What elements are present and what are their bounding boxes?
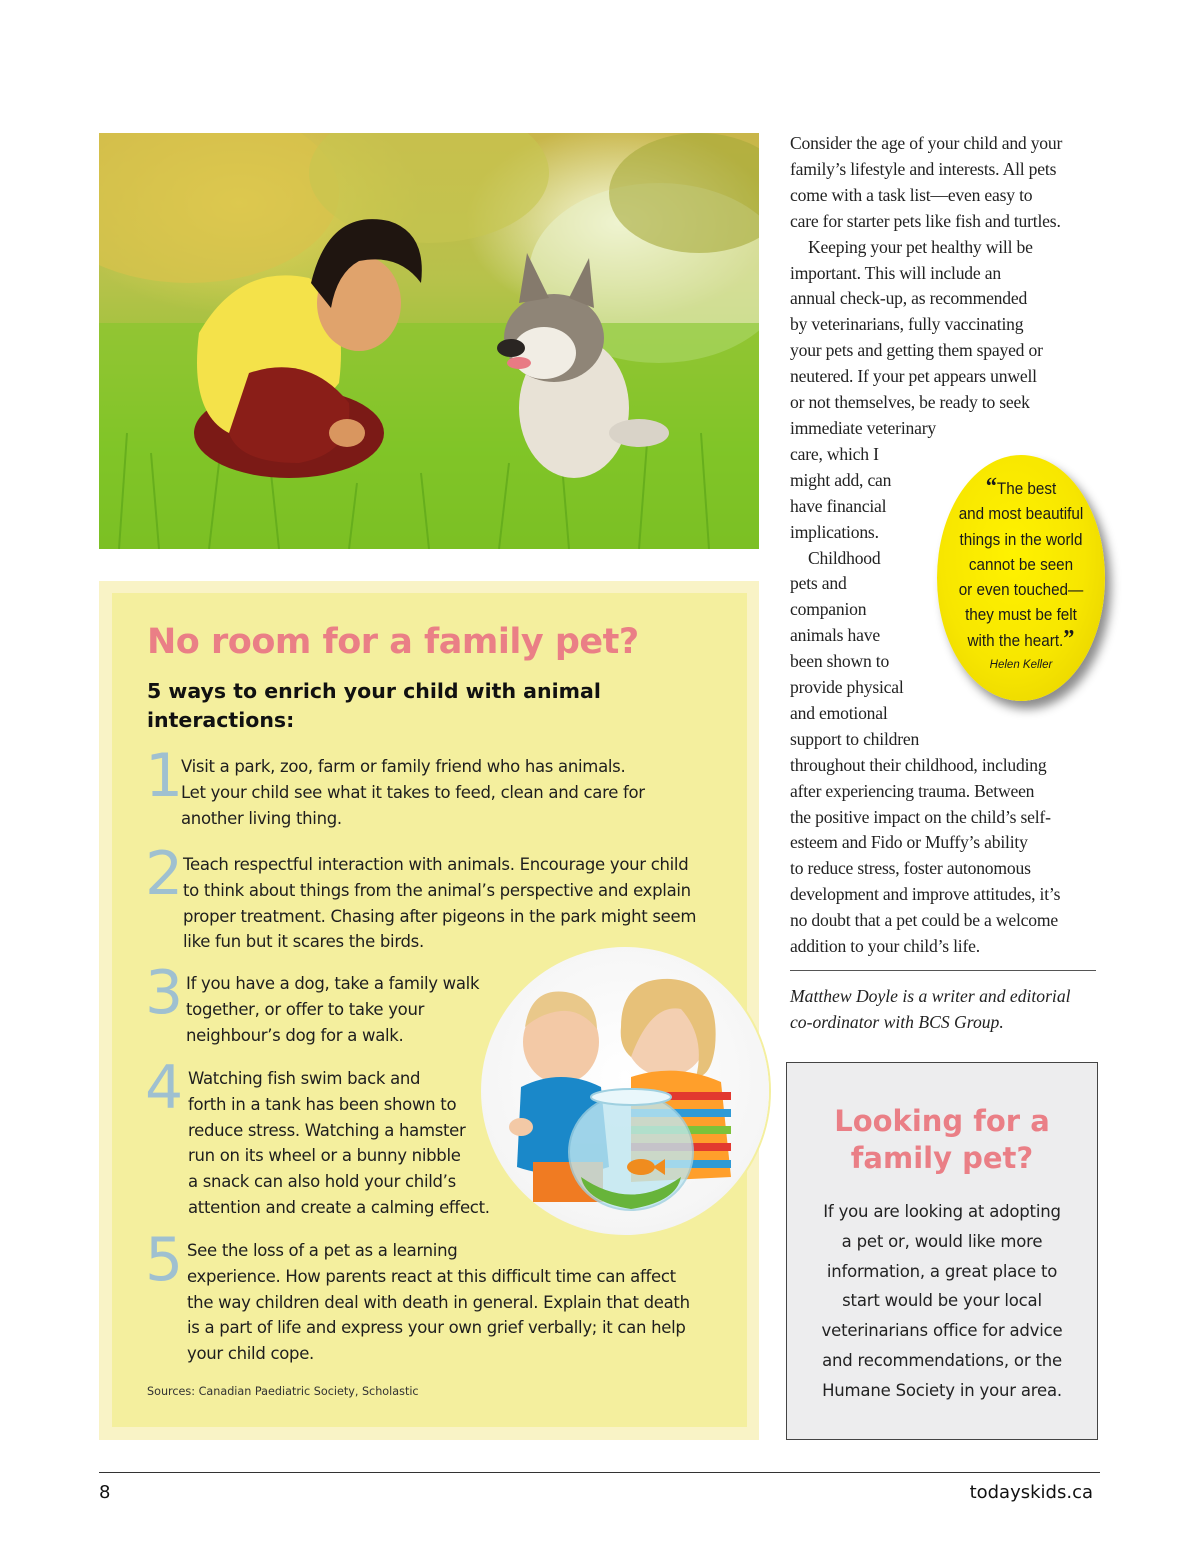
looking-box-line: start would be your local bbox=[842, 1291, 1042, 1311]
article-line: support to children bbox=[790, 728, 920, 749]
tip-number: 4 bbox=[145, 1053, 184, 1123]
article-line: Childhood bbox=[808, 547, 881, 568]
tip-line: Watching fish swim back and bbox=[188, 1069, 421, 1088]
looking-box-title bbox=[787, 1103, 1097, 1177]
article-line: have financial bbox=[790, 495, 887, 516]
pull-quote-line: things in the world bbox=[959, 530, 1083, 549]
tip-line: attention and create a calming effect. bbox=[188, 1197, 490, 1217]
article-line: annual check-up, as recommended bbox=[790, 288, 1028, 309]
article-line: companion bbox=[790, 599, 867, 620]
article-line: Consider the age of your child and your bbox=[790, 133, 1063, 153]
tip-line: neighbour’s dog for a walk. bbox=[186, 1025, 404, 1045]
pull-quote-line: or even touched— bbox=[958, 581, 1084, 600]
tip-line: reduce stress. Watching a hamster bbox=[188, 1120, 466, 1140]
tip-line: See the loss of a pet as a learning bbox=[187, 1241, 458, 1260]
article-line: come with a task list—even easy to bbox=[790, 184, 1033, 205]
tip-line: to think about things from the animal’s perspective and explain bbox=[183, 880, 691, 900]
looking-for-pet-box bbox=[786, 1062, 1098, 1440]
looking-box-line: and recommendations, or the bbox=[822, 1350, 1062, 1370]
article-line: development and improve attitudes, it’s bbox=[790, 884, 1061, 905]
article-line: addition to your child’s life. bbox=[790, 936, 980, 957]
pull-quote-line bbox=[948, 625, 1093, 654]
article-line: care, which I bbox=[790, 443, 879, 464]
tip-number: 1 bbox=[145, 741, 184, 811]
pull-quote-line-text: The best bbox=[996, 480, 1057, 498]
looking-box-title-line: family pet? bbox=[850, 1141, 1034, 1175]
article-line: or not themselves, be ready to seek bbox=[790, 392, 1030, 413]
article-line: no doubt that a pet could be a welcome bbox=[790, 910, 1058, 931]
looking-box-line: Humane Society in your area. bbox=[822, 1380, 1062, 1400]
tip-text bbox=[187, 1238, 690, 1367]
page-number: 8 bbox=[99, 1482, 111, 1503]
looking-box-line: a pet or, would like more bbox=[841, 1231, 1043, 1251]
article-line: implications. bbox=[790, 521, 879, 542]
tip-line: forth in a tank has been shown to bbox=[188, 1094, 457, 1114]
tip-line: run on its wheel or a bunny nibble bbox=[188, 1146, 461, 1166]
tip-line: Visit a park, zoo, farm or family friend who has animals. bbox=[181, 757, 626, 776]
article-line: throughout their childhood, including bbox=[790, 754, 1047, 775]
article-line: might add, can bbox=[790, 469, 892, 490]
byline-line: co-ordinator with BCS Group. bbox=[790, 1012, 1004, 1032]
article-line: by veterinarians, fully vaccinating bbox=[790, 314, 1024, 335]
tip-line: Teach respectful interaction with animals. Encourage your child bbox=[183, 855, 689, 874]
author-byline bbox=[790, 983, 1100, 1035]
article-line: esteem and Fido or Muffy’s ability bbox=[790, 832, 1028, 853]
tip-number: 5 bbox=[145, 1225, 184, 1295]
sidebar-subtitle: 5 ways to enrich your child with animal interactions: bbox=[147, 679, 601, 732]
tip-line: together, or offer to take your bbox=[186, 999, 425, 1019]
pull-quote-line: they must be felt bbox=[965, 606, 1077, 625]
open-quote-mark: “ bbox=[985, 474, 997, 500]
byline-divider bbox=[790, 970, 1096, 971]
tip-line: proper treatment. Chasing after pigeons in the park might seem bbox=[183, 906, 697, 926]
article-line: Keeping your pet healthy will be bbox=[808, 236, 1033, 257]
looking-box-title-line: Looking for a bbox=[834, 1104, 1050, 1138]
pull-quote-bubble bbox=[937, 455, 1105, 701]
article-line: immediate veterinary bbox=[790, 417, 936, 438]
looking-box-line: veterinarians office for advice bbox=[821, 1321, 1063, 1341]
tip-line: If you have a dog, take a family walk bbox=[186, 974, 480, 993]
sources-note: Sources: Canadian Paediatric Society, Scholastic bbox=[147, 1385, 419, 1398]
looking-box-line: If you are looking at adopting bbox=[823, 1202, 1061, 1221]
tip-text bbox=[183, 852, 696, 955]
tip-line: is a part of life and express your own grief verbally; it can help bbox=[187, 1318, 686, 1338]
article-line: neutered. If your pet appears unwell bbox=[790, 366, 1037, 387]
article-line: been shown to bbox=[790, 651, 890, 672]
article-line: the positive impact on the child’s self- bbox=[790, 806, 1051, 827]
article-line: pets and bbox=[790, 573, 847, 594]
byline-line: Matthew Doyle is a writer and editorial bbox=[790, 986, 1071, 1006]
article-line: your pets and getting them spayed or bbox=[790, 340, 1043, 361]
tip-text bbox=[186, 971, 479, 1048]
tip-line: experience. How parents react at this difficult time can affect bbox=[187, 1266, 676, 1286]
article-line: after experiencing trauma. Between bbox=[790, 780, 1035, 801]
pull-quote-line bbox=[948, 474, 1093, 502]
tip-line: your child cope. bbox=[187, 1344, 314, 1364]
article-line: to reduce stress, foster autonomous bbox=[790, 858, 1031, 879]
tip-line: like fun but it scares the birds. bbox=[183, 932, 424, 952]
looking-box-body bbox=[787, 1197, 1097, 1406]
boy-and-puppy-illustration bbox=[99, 133, 759, 549]
article-line: and emotional bbox=[790, 702, 888, 723]
article-line: animals have bbox=[790, 625, 880, 646]
toddlers-fishbowl-illustration bbox=[481, 947, 769, 1235]
tip-line: the way children deal with death in general. Explain that death bbox=[187, 1292, 690, 1312]
article-line: family’s lifestyle and interests. All pets bbox=[790, 158, 1057, 179]
tip-text bbox=[188, 1066, 490, 1221]
tip-line: a snack can also hold your child’s bbox=[188, 1172, 456, 1192]
article-line: provide physical bbox=[790, 677, 904, 698]
tip-number: 2 bbox=[145, 839, 184, 909]
quote-author: Helen Keller bbox=[989, 659, 1053, 671]
pull-quote-line-text: with the heart. bbox=[967, 631, 1064, 650]
pull-quote-line: cannot be seen bbox=[968, 555, 1074, 574]
footer-divider bbox=[99, 1472, 1100, 1473]
article-line: care for starter pets like fish and turtles. bbox=[790, 210, 1061, 231]
boy-and-puppy-photo bbox=[99, 133, 759, 549]
sidebar-title: No room for a family pet? bbox=[147, 622, 639, 662]
pull-quote-text bbox=[948, 474, 1093, 654]
tip-number: 3 bbox=[145, 958, 184, 1028]
close-quote-mark: ” bbox=[1063, 625, 1075, 652]
toddlers-fishbowl-photo bbox=[481, 947, 769, 1235]
site-url: todayskids.ca bbox=[969, 1482, 1093, 1503]
tip-line: Let your child see what it takes to feed, clean and care for bbox=[181, 782, 645, 802]
pull-quote-line: and most beautiful bbox=[958, 505, 1084, 524]
looking-box-line: information, a great place to bbox=[826, 1261, 1058, 1281]
article-line: important. This will include an bbox=[790, 262, 1001, 283]
tip-text bbox=[181, 754, 645, 831]
tip-line: another living thing. bbox=[181, 808, 342, 828]
article-paragraph-1 bbox=[790, 131, 1090, 235]
